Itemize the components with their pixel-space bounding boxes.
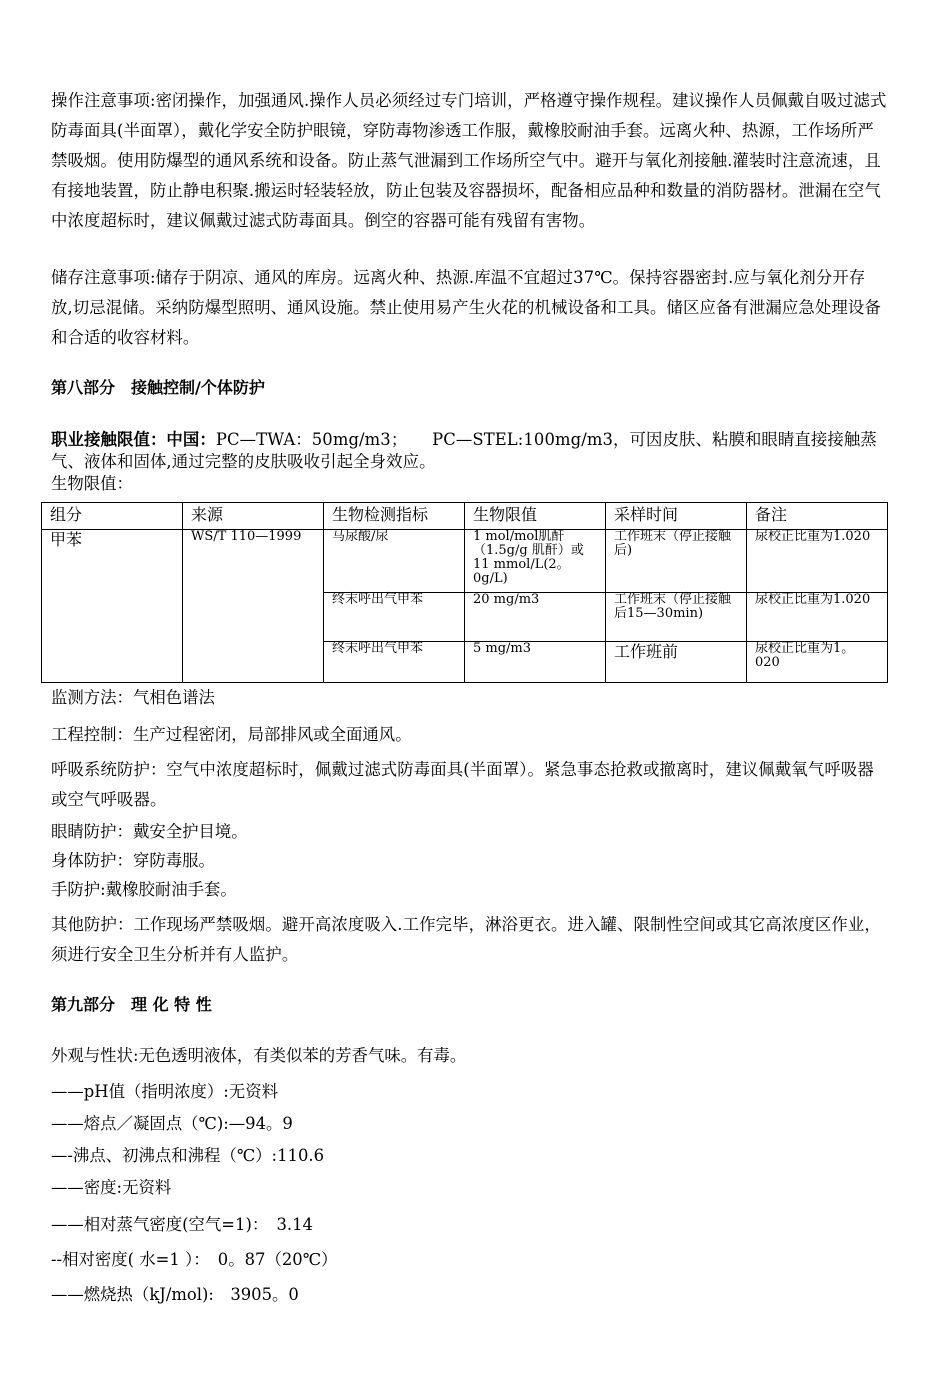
eye-protection: 眼睛防护：戴安全护目境。 (51, 822, 248, 841)
limit-cell: 5 mg/m3 (465, 642, 606, 683)
limit-cell: 20 mg/m3 (465, 593, 606, 642)
property-line: ——熔点／凝固点（℃):—94。9 (51, 1114, 293, 1133)
table-header-cell: 组分 (42, 503, 183, 530)
note-cell: 尿校正比重为1.020 (747, 530, 888, 593)
component-cell: 甲苯 (42, 530, 183, 683)
section-9-title: 第九部分 理 化 特 性 (51, 995, 212, 1014)
property-line: —-沸点、初沸点和沸程（℃）:110.6 (51, 1146, 325, 1165)
indicator-cell: 马尿酸/尿 (324, 530, 465, 593)
table-header-row (42, 503, 888, 530)
time-cell: 工作班末（停止接触后15—30min) (606, 593, 747, 642)
operation-notes: 操作注意事项:密闭操作，加强通风.操作人员必须经过专门培训，严格遵守操作规程。建议操作人员佩戴自吸过滤式防毒面具(半面罩），戴化学安全防护眼镜，穿防毒物渗透工作服，戴橡胶耐油手套。远离火种、热源，工作场所严禁吸烟。使用防爆型的通风系统和设备。防止蒸气泄漏到工作场所空气中。避开与氧化剂接触.灌装时注意流速，且有接地装置，防止静电积聚.搬运时轻装轻放，防止包装及容器损坏，配备相应品种和数量的消防器材。泄漏在空气中浓度超标时，建议佩戴过滤式防毒面具。倒空的容器可能有残留有害物。 (51, 91, 887, 230)
section-8-title: 第八部分 接触控制/个体防护 (51, 378, 265, 397)
exposure-limits (51, 429, 887, 473)
property-line: --相对密度( 水=1 ）： 0。87（20℃） (51, 1250, 338, 1269)
bio-limit-table (41, 502, 888, 683)
other-protection: 其他防护：工作现场严禁吸烟。避开高浓度吸入.工作完毕，淋浴更衣。进入罐、限制性空间或其它高浓度区作业，须进行安全卫生分析并有人监护。 (51, 915, 881, 964)
time-cell: 工作班前 (606, 642, 747, 683)
property-line: ——pH值（指明浓度）:无资料 (51, 1082, 278, 1101)
property-line: ——密度:无资料 (51, 1178, 172, 1197)
appearance: 外观与性状:无色透明液体，有类似苯的芳香气味。有毒。 (51, 1046, 467, 1065)
exposure-text: PC—TWA：50mg/m3； PC—STEL:100mg/m3，可因皮肤、粘膜和眼睛直接接触蒸气、液体和固体,通过完整的皮肤吸收引起全身效应。 (51, 430, 877, 471)
bio-limit-label: 生物限值： (51, 474, 133, 493)
indicator-cell: 终末呼出气甲苯 (324, 642, 465, 683)
table-header-cell: 来源 (183, 503, 324, 530)
note-cell: 尿校正比重为1.020 (747, 593, 888, 642)
exposure-label: 职业接触限值：中国： (51, 430, 216, 449)
source-cell: WS/T 110—1999 (183, 530, 324, 683)
note-cell: 尿校正比重为1。020 (747, 642, 888, 683)
monitoring-method: 监测方法：气相色谱法 (51, 688, 215, 707)
table-header-cell: 生物检测指标 (324, 503, 465, 530)
time-cell: 工作班末（停止接触后) (606, 530, 747, 593)
limit-cell: 1 mol/mol肌酐（1.5g/g 肌酐）或11 mmol/L(2。0g/L) (465, 530, 606, 593)
respiratory-protection: 呼吸系统防护：空气中浓度超标时，佩戴过滤式防毒面具(半面罩）。紧急事态抢救或撤离时，建议佩戴氧气呼吸器或空气呼吸器。 (51, 760, 874, 809)
hand-protection: 手防护:戴橡胶耐油手套。 (51, 880, 237, 899)
property-line: ——燃烧热（kJ/mol): 3905。0 (51, 1285, 299, 1304)
engineering-control: 工程控制：生产过程密闭，局部排风或全面通风。 (51, 725, 412, 744)
property-line: ——相对蒸气密度(空气=1)： 3.14 (51, 1215, 313, 1234)
table-header-cell: 生物限值 (465, 503, 606, 530)
body-protection: 身体防护：穿防毒服。 (51, 851, 215, 870)
table-header-cell: 备注 (747, 503, 888, 530)
storage-notes: 储存注意事项:储存于阴凉、通风的库房。远离火种、热源.库温不宜超过37℃。保持容器密封.应与氧化剂分开存放,切忌混储。采纳防爆型照明、通风设施。禁止使用易产生火花的机械设备和工具。储区应备有泄漏应急处理设备和合适的收容材料。 (51, 268, 881, 347)
table-row (42, 530, 888, 593)
table-header-cell: 采样时间 (606, 503, 747, 530)
indicator-cell: 终末呼出气甲苯 (324, 593, 465, 642)
